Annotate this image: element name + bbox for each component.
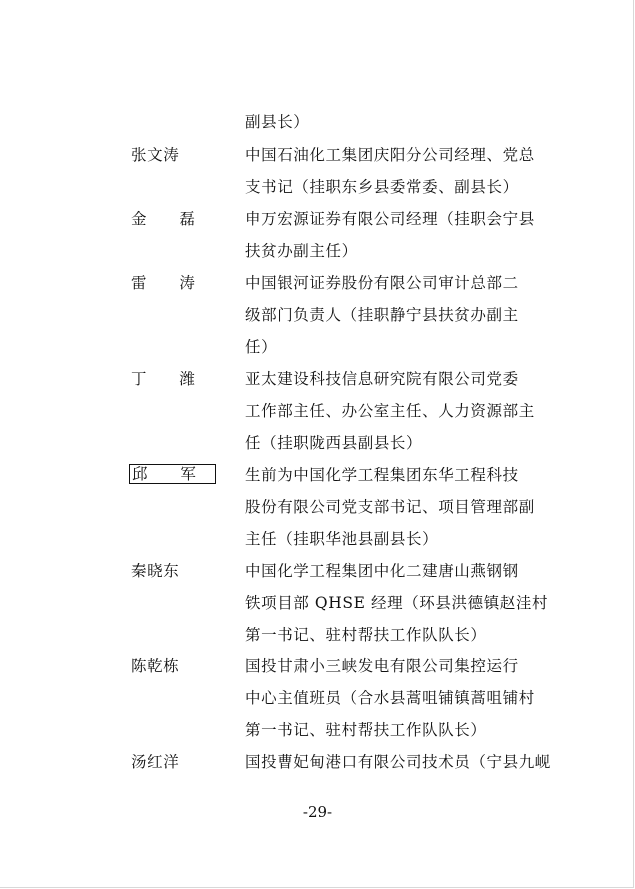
entry-3-line-2: 任） (245, 338, 278, 356)
entry-7-line-0: 国投甘肃小三峡发电有限公司集控运行 (245, 657, 519, 675)
entry-2-line-0: 申万宏源证券有限公司经理（挂职会宁县 (245, 210, 535, 228)
entry-3-name: 雷 涛 (131, 274, 209, 292)
entry-7-name: 陈乾栋 (131, 657, 180, 675)
entry-2-name: 金 磊 (131, 210, 209, 228)
entry-4-line-1: 工作部主任、办公室主任、人力资源部主 (245, 402, 535, 420)
entry-8-line-0: 国投曹妃甸港口有限公司技术员（宁县九岘 (245, 753, 551, 771)
entry-6-line-1: 铁项目部 QHSE 经理（环县洪德镇赵洼村 (245, 594, 549, 612)
entry-1-line-1: 支书记（挂职东乡县委常委、副县长） (245, 178, 519, 196)
entry-3-line-0: 中国银河证券股份有限公司审计总部二 (245, 274, 519, 292)
entry-5-line-1: 股份有限公司党支部书记、项目管理部副 (245, 498, 535, 516)
entry-6-line-0: 中国化学工程集团中化二建唐山燕钢钢 (245, 562, 519, 580)
entry-2-line-1: 扶贫办副主任） (245, 242, 358, 260)
entry-4-line-2: 任（挂职陇西县副县长） (245, 434, 423, 452)
entry-6-name: 秦晓东 (131, 562, 180, 580)
entry-8-name: 汤红洋 (131, 753, 180, 771)
entry-5-line-2: 主任（挂职华池县副县长） (245, 530, 439, 548)
entry-1-line-0: 中国石油化工集团庆阳分公司经理、党总 (245, 146, 535, 164)
entry-3-line-1: 级部门负责人（挂职静宁县扶贫办副主 (245, 306, 519, 324)
entry-1-name: 张文涛 (131, 146, 180, 164)
entry-4-line-0: 亚太建设科技信息研究院有限公司党委 (245, 370, 519, 388)
entry-7-line-2: 第一书记、驻村帮扶工作队队长） (245, 721, 487, 739)
page-number: -29- (302, 803, 333, 821)
entry-6-line-2: 第一书记、驻村帮扶工作队队长） (245, 626, 487, 644)
entry-5-line-0: 生前为中国化学工程集团东华工程科技 (245, 466, 519, 484)
entry-4-name: 丁 潍 (131, 370, 209, 388)
entry-0-line-0: 副县长） (245, 113, 310, 131)
entry-7-line-1: 中心主值班员（合水县蒿咀铺镇蒿咀铺村 (245, 689, 535, 707)
entry-5-name-boxed: 邱 军 (129, 464, 216, 484)
